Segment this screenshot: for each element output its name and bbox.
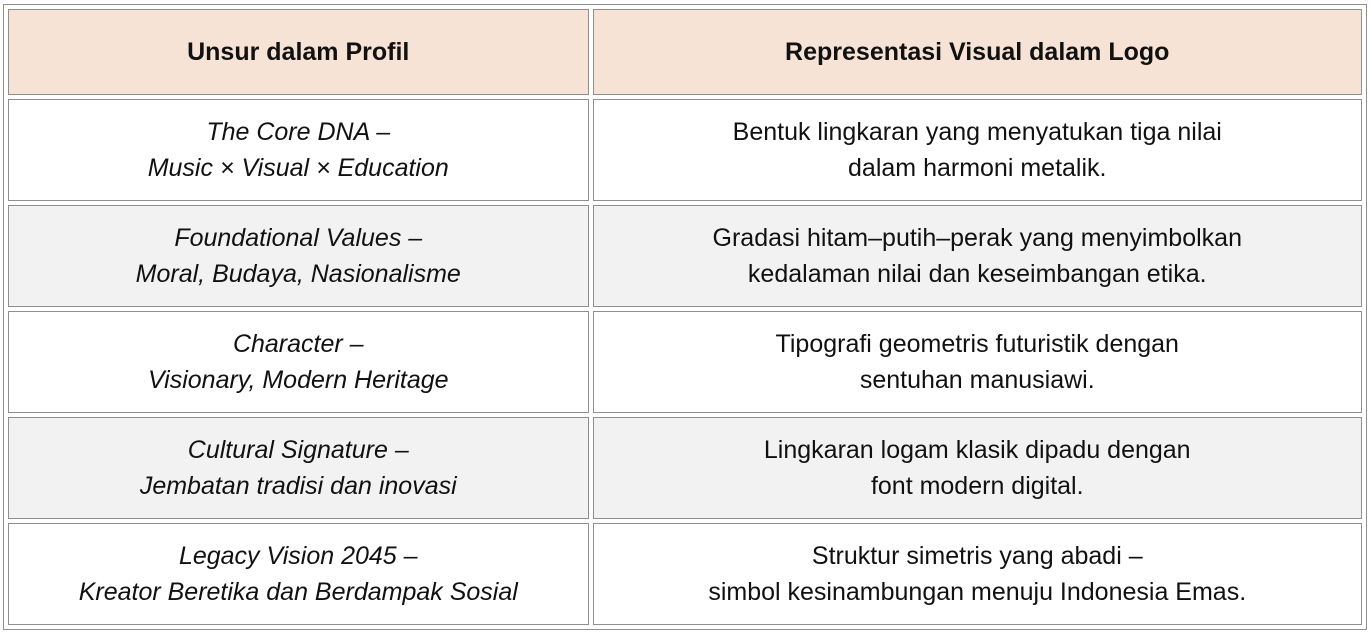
visual-representation-line: Struktur simetris yang abadi – [811, 542, 1143, 570]
profile-element-cell [8, 523, 589, 625]
visual-representation-cell [593, 205, 1363, 307]
profile-element-title: Legacy Vision 2045 – [178, 542, 418, 570]
profile-element-title: Cultural Signature – [187, 436, 409, 464]
profile-element-cell [8, 205, 589, 307]
table-row [8, 311, 1362, 413]
profile-element-title: Foundational Values – [174, 224, 423, 252]
profile-element-cell [8, 311, 589, 413]
visual-representation-line: Lingkaran logam klasik dipadu dengan [763, 436, 1191, 464]
table-row [8, 99, 1362, 201]
profile-element-title: The Core DNA – [206, 118, 391, 146]
visual-representation-line: kedalaman nilai dan keseimbangan etika. [747, 260, 1207, 288]
profile-element-title: Character – [232, 330, 364, 358]
visual-representation-line: simbol kesinambungan menuju Indonesia Emas. [708, 578, 1247, 606]
visual-representation-cell [593, 99, 1363, 201]
visual-representation-line: font modern digital. [870, 472, 1084, 500]
table-row [8, 205, 1362, 307]
table-header-row [8, 9, 1362, 95]
logo-meaning-table-container [3, 4, 1367, 630]
profile-element-detail: Moral, Budaya, Nasionalisme [135, 260, 461, 288]
profile-element-detail: Kreator Beretika dan Berdampak Sosial [78, 578, 518, 606]
profile-element-cell [8, 99, 589, 201]
header-visual-representation: Representasi Visual dalam Logo [593, 9, 1363, 95]
profile-element-cell [8, 417, 589, 519]
table-row [8, 417, 1362, 519]
table-row [8, 523, 1362, 625]
profile-element-detail: Visionary, Modern Heritage [147, 366, 449, 394]
visual-representation-cell [593, 523, 1363, 625]
visual-representation-line: Tipografi geometris futuristik dengan [775, 330, 1179, 358]
profile-element-detail: Jembatan tradisi dan inovasi [139, 472, 457, 500]
profile-element-detail: Music × Visual × Education [147, 154, 449, 182]
visual-representation-cell [593, 311, 1363, 413]
visual-representation-cell [593, 417, 1363, 519]
header-profile-element: Unsur dalam Profil [8, 9, 589, 95]
visual-representation-line: Gradasi hitam–putih–perak yang menyimbolkan [712, 224, 1242, 252]
visual-representation-line: dalam harmoni metalik. [848, 154, 1107, 182]
visual-representation-line: Bentuk lingkaran yang menyatukan tiga nilai [732, 118, 1222, 146]
visual-representation-line: sentuhan manusiawi. [859, 366, 1095, 394]
logo-meaning-table [4, 5, 1366, 629]
